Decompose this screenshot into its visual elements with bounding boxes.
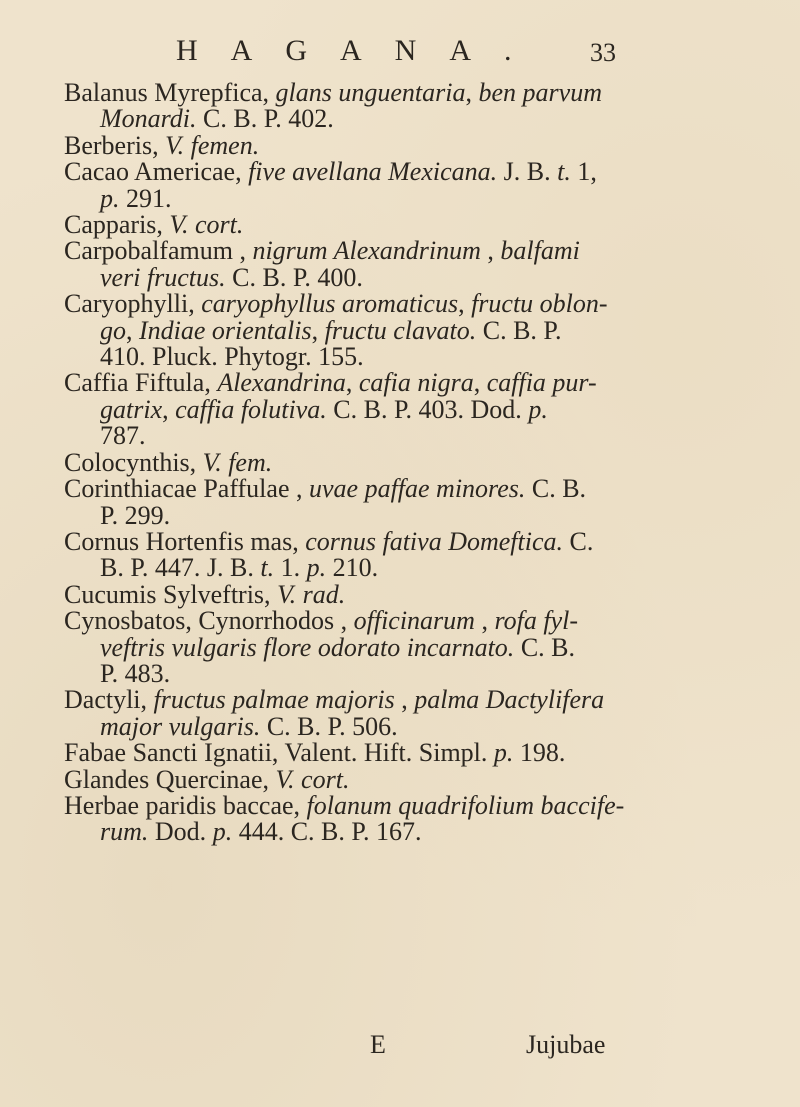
roman-segment: , (458, 289, 472, 319)
roman-segment: Capparis, (64, 210, 170, 240)
italic-segment: rofa fyl- (494, 606, 578, 636)
entry (64, 291, 744, 370)
entry-line-first (64, 740, 565, 766)
italic-segment: Monardi. (100, 104, 197, 134)
roman-segment: 210. (326, 553, 379, 583)
entry (64, 526, 744, 583)
roman-segment: Colocynthis, (64, 447, 203, 477)
entry-line-first (64, 238, 580, 264)
roman-segment: , (480, 236, 501, 266)
roman-segment: , (474, 606, 495, 636)
roman-segment: B. P. 447. J. B. (100, 553, 261, 583)
entry-line-first (64, 476, 586, 502)
roman-segment: , (126, 315, 139, 345)
roman-segment: C. B. P. 402. (196, 104, 334, 134)
entry (64, 476, 744, 529)
italic-segment: Alexandrina (217, 368, 346, 398)
roman-segment: C. B. (525, 474, 587, 504)
roman-segment: P. 299. (100, 500, 171, 530)
italic-segment: V. fem. (202, 447, 273, 477)
page-number: 33 (590, 38, 616, 67)
running-head: HAGANA. (176, 34, 545, 67)
italic-segment: p. (100, 183, 120, 213)
italic-segment: caffia pur- (486, 368, 597, 398)
roman-segment: Carpobalfamum , (64, 236, 253, 266)
roman-segment: , (345, 368, 359, 398)
italic-segment: five avellana Mexicana. (248, 157, 498, 187)
entry (64, 579, 744, 609)
roman-segment: J. B. (497, 157, 558, 187)
italic-segment: p. (493, 738, 514, 768)
entry (64, 130, 744, 160)
entry-line-continuation (64, 819, 624, 845)
roman-segment: C. B. P. 506. (260, 711, 398, 741)
entry-line-first (64, 608, 578, 634)
entry-line-continuation (64, 658, 578, 688)
entry-line-first (64, 764, 350, 794)
entry-line-continuation (64, 315, 608, 345)
italic-segment: nigrum Alexandrinum (252, 236, 481, 266)
entry-line-first (64, 370, 597, 396)
entry-line-continuation (64, 423, 597, 449)
italic-segment: ben parvum (478, 78, 602, 107)
roman-segment: Berberis, (64, 130, 166, 160)
roman-segment: , (162, 394, 176, 424)
italic-segment: palma Dactylifera (414, 685, 605, 715)
italic-segment: balfami (500, 236, 580, 266)
roman-segment: 787. (100, 421, 146, 451)
italic-segment: go (100, 315, 126, 345)
italic-segment: rum. (100, 817, 149, 847)
roman-segment: Dod. (148, 817, 213, 847)
roman-segment: 410. Pluck. Phytogr. 155. (100, 342, 364, 372)
roman-segment: , (311, 315, 325, 345)
italic-segment: V. cort. (275, 764, 350, 794)
italic-segment: fructu clavato. (324, 315, 477, 345)
roman-segment: P. 483. (100, 658, 171, 688)
entry-line-continuation (64, 711, 604, 741)
roman-segment: C. B. P. (476, 315, 562, 345)
italic-segment: t. (260, 553, 275, 583)
entry-list (64, 80, 744, 846)
entry-line-first (64, 790, 625, 820)
entry-line-continuation (64, 632, 578, 662)
roman-segment: Corinthiacae Paffulae , (64, 474, 309, 504)
italic-segment: glans unguentaria (275, 78, 466, 107)
italic-segment: V. cort. (169, 210, 244, 240)
italic-segment: cafia nigra (358, 368, 474, 398)
roman-segment: , (473, 368, 487, 398)
entry (64, 238, 744, 291)
italic-segment: p. (306, 553, 327, 583)
entry (64, 687, 744, 740)
entry-line-continuation (64, 106, 602, 132)
entry (64, 370, 744, 449)
entry-line-first (64, 130, 260, 160)
entry-line-first (64, 447, 273, 477)
roman-segment: Herbae paridis baccae, (64, 790, 307, 820)
italic-segment: cornus fativa Domeftica. (305, 526, 563, 556)
italic-segment: Indiae orientalis (139, 315, 312, 345)
entry-line-continuation (64, 183, 597, 213)
roman-segment: 1, (570, 157, 597, 187)
roman-segment: Cacao Americae, (64, 157, 249, 187)
roman-segment: C. B. P. 403. Dod. (326, 394, 529, 424)
roman-segment: Glandes Quercinae, (64, 764, 276, 794)
italic-segment: gatrix (100, 394, 163, 424)
entry (64, 608, 744, 687)
italic-segment: t. (557, 157, 571, 187)
italic-segment: fructus palmae majoris (153, 685, 395, 715)
roman-segment: Caffia Fiftula, (64, 368, 218, 398)
roman-segment: Cornus Hortenfis mas, (64, 526, 306, 556)
roman-segment: C. (563, 526, 594, 556)
catchword: Jujubae (526, 1030, 606, 1059)
roman-segment: 198. (513, 738, 566, 768)
italic-segment: major vulgaris. (100, 711, 261, 741)
italic-segment: folanum quadrifolium baccife- (306, 790, 625, 820)
entry-line-continuation (64, 394, 597, 424)
entry-line-first (64, 159, 597, 185)
roman-segment: 1. (274, 553, 307, 583)
entry (64, 447, 744, 477)
entry-line-continuation (64, 262, 580, 292)
roman-segment: Cynosbatos, Cynorrhodos , (64, 606, 354, 636)
entry (64, 212, 744, 238)
roman-segment: C. B. (514, 632, 575, 662)
page-footer (0, 1030, 800, 1064)
roman-segment: Dactyli, (64, 685, 154, 715)
italic-segment: p. (528, 394, 548, 424)
italic-segment: caffia folutiva. (175, 394, 327, 424)
roman-segment: 444. C. B. P. 167. (232, 817, 422, 847)
entry (64, 80, 744, 133)
italic-segment: caryophyllus aromaticus (201, 289, 459, 319)
entry-line-first (64, 687, 604, 713)
roman-segment: Cucumis Sylveftris, (64, 579, 278, 609)
entry-line-first (64, 80, 602, 106)
entry (64, 159, 744, 212)
entry-line-first (64, 526, 594, 556)
italic-segment: fructu oblon- (471, 289, 608, 319)
entry-line-continuation (64, 555, 593, 581)
roman-segment: , (465, 78, 479, 107)
italic-segment: veri fructus. (100, 262, 226, 292)
italic-segment: V. rad. (277, 579, 346, 609)
italic-segment: veftris vulgaris flore odorato incarnato. (100, 632, 515, 662)
roman-segment: Fabae Sancti Ignatii, Valent. Hift. Simpl. (64, 738, 494, 768)
italic-segment: V. femen. (165, 130, 260, 160)
roman-segment: Balanus Myrepfica, (64, 78, 276, 107)
entry (64, 764, 744, 794)
italic-segment: uvae paffae minores. (308, 474, 526, 504)
page-header (0, 34, 800, 74)
signature-mark: E (370, 1030, 386, 1059)
roman-segment: , (394, 685, 415, 715)
roman-segment: Caryophylli, (64, 289, 202, 319)
roman-segment: 291. (119, 183, 172, 213)
italic-segment: p. (212, 817, 233, 847)
entry (64, 790, 744, 847)
entry-line-continuation (64, 500, 586, 530)
entry-line-first (64, 579, 346, 609)
entry-line-continuation (64, 344, 608, 370)
entry-line-first (64, 212, 243, 238)
entry-line-first (64, 291, 608, 317)
roman-segment: C. B. P. 400. (225, 262, 363, 292)
entry (64, 740, 744, 766)
italic-segment: officinarum (353, 606, 475, 636)
